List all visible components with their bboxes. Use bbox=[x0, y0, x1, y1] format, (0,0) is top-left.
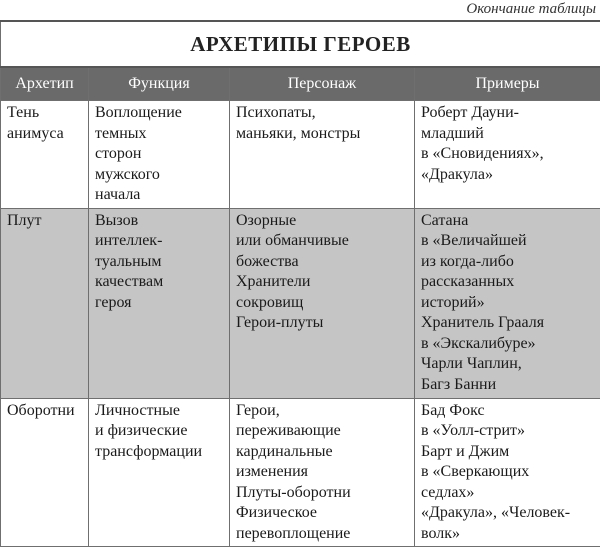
column-header-archetype: Архетип bbox=[1, 67, 89, 101]
cell-line: Роберт Дауни- bbox=[421, 103, 594, 124]
table-title-row bbox=[1, 21, 600, 67]
cell-line: историй» bbox=[421, 293, 594, 314]
cell-line: и физические bbox=[95, 421, 223, 442]
cell-line: младший bbox=[421, 124, 594, 145]
table-row-trickster bbox=[1, 208, 600, 398]
cell-line: Воплощение bbox=[95, 103, 223, 124]
table-header-row bbox=[1, 67, 600, 101]
cell-line: Хранитель Грааля bbox=[421, 313, 594, 334]
cell-line: перевоплощение bbox=[236, 524, 408, 545]
cell-line: божества bbox=[236, 252, 408, 273]
cell-line: героя bbox=[95, 293, 223, 314]
cell-line: Оборотни bbox=[7, 401, 82, 422]
cell-line: начала bbox=[95, 185, 223, 206]
cell-line: маньяки, монстры bbox=[236, 124, 408, 145]
cell-line: волк» bbox=[421, 524, 594, 545]
table-row-shapeshifters bbox=[1, 398, 600, 547]
cell-archetype bbox=[1, 101, 89, 209]
cell-line: сокровищ bbox=[236, 293, 408, 314]
column-header-character: Персонаж bbox=[230, 67, 415, 101]
cell-line: кардинальные bbox=[236, 442, 408, 463]
cell-line: в «Сверкающих bbox=[421, 462, 594, 483]
cell-line: «Дракула» bbox=[421, 165, 594, 186]
column-header-examples: Примеры bbox=[415, 67, 600, 101]
table-continuation-caption: Окончание таблицы bbox=[466, 0, 596, 18]
cell-line: трансформации bbox=[95, 442, 223, 463]
cell-function bbox=[89, 208, 230, 398]
cell-line: Физическое bbox=[236, 503, 408, 524]
cell-line: «Дракула», «Человек- bbox=[421, 503, 594, 524]
cell-line: интеллек- bbox=[95, 231, 223, 252]
cell-line: Вызов bbox=[95, 211, 223, 232]
cell-line: сторон bbox=[95, 144, 223, 165]
cell-line: из когда-либо bbox=[421, 252, 594, 273]
cell-line: Сатана bbox=[421, 211, 594, 232]
column-header-function: Функция bbox=[89, 67, 230, 101]
cell-line: в «Экскалибуре» bbox=[421, 334, 594, 355]
cell-line: Хранители bbox=[236, 272, 408, 293]
cell-examples bbox=[415, 398, 600, 547]
cell-line: Плуты-оборотни bbox=[236, 483, 408, 504]
cell-line: Личностные bbox=[95, 401, 223, 422]
cell-line: в «Уолл-стрит» bbox=[421, 421, 594, 442]
cell-line: Чарли Чаплин, bbox=[421, 354, 594, 375]
cell-line: переживающие bbox=[236, 421, 408, 442]
cell-line: мужского bbox=[95, 165, 223, 186]
cell-character bbox=[230, 208, 415, 398]
archetypes-table bbox=[0, 20, 600, 547]
cell-function bbox=[89, 398, 230, 547]
cell-line: Багз Банни bbox=[421, 375, 594, 396]
cell-line: изменения bbox=[236, 462, 408, 483]
cell-line: Тень bbox=[7, 103, 82, 124]
cell-line: рассказанных bbox=[421, 272, 594, 293]
cell-line: седлах» bbox=[421, 483, 594, 504]
cell-line: Озорные bbox=[236, 211, 408, 232]
table-title: АРХЕТИПЫ ГЕРОЕВ bbox=[1, 21, 600, 67]
cell-line: или обманчивые bbox=[236, 231, 408, 252]
cell-line: Барт и Джим bbox=[421, 442, 594, 463]
cell-archetype bbox=[1, 208, 89, 398]
cell-line: качествам bbox=[95, 272, 223, 293]
cell-line: в «Сновидениях», bbox=[421, 144, 594, 165]
cell-character bbox=[230, 398, 415, 547]
cell-examples bbox=[415, 101, 600, 209]
cell-character bbox=[230, 101, 415, 209]
cell-line: Бад Фокс bbox=[421, 401, 594, 422]
cell-line: темных bbox=[95, 124, 223, 145]
cell-line: в «Величайшей bbox=[421, 231, 594, 252]
cell-archetype bbox=[1, 398, 89, 547]
cell-line: туальным bbox=[95, 252, 223, 273]
table-row-shadow-animus bbox=[1, 101, 600, 209]
cell-examples bbox=[415, 208, 600, 398]
cell-function bbox=[89, 101, 230, 209]
cell-line: Герои, bbox=[236, 401, 408, 422]
cell-line: Плут bbox=[7, 211, 82, 232]
cell-line: Герои-плуты bbox=[236, 313, 408, 334]
cell-line: Психопаты, bbox=[236, 103, 408, 124]
cell-line: анимуса bbox=[7, 124, 82, 145]
